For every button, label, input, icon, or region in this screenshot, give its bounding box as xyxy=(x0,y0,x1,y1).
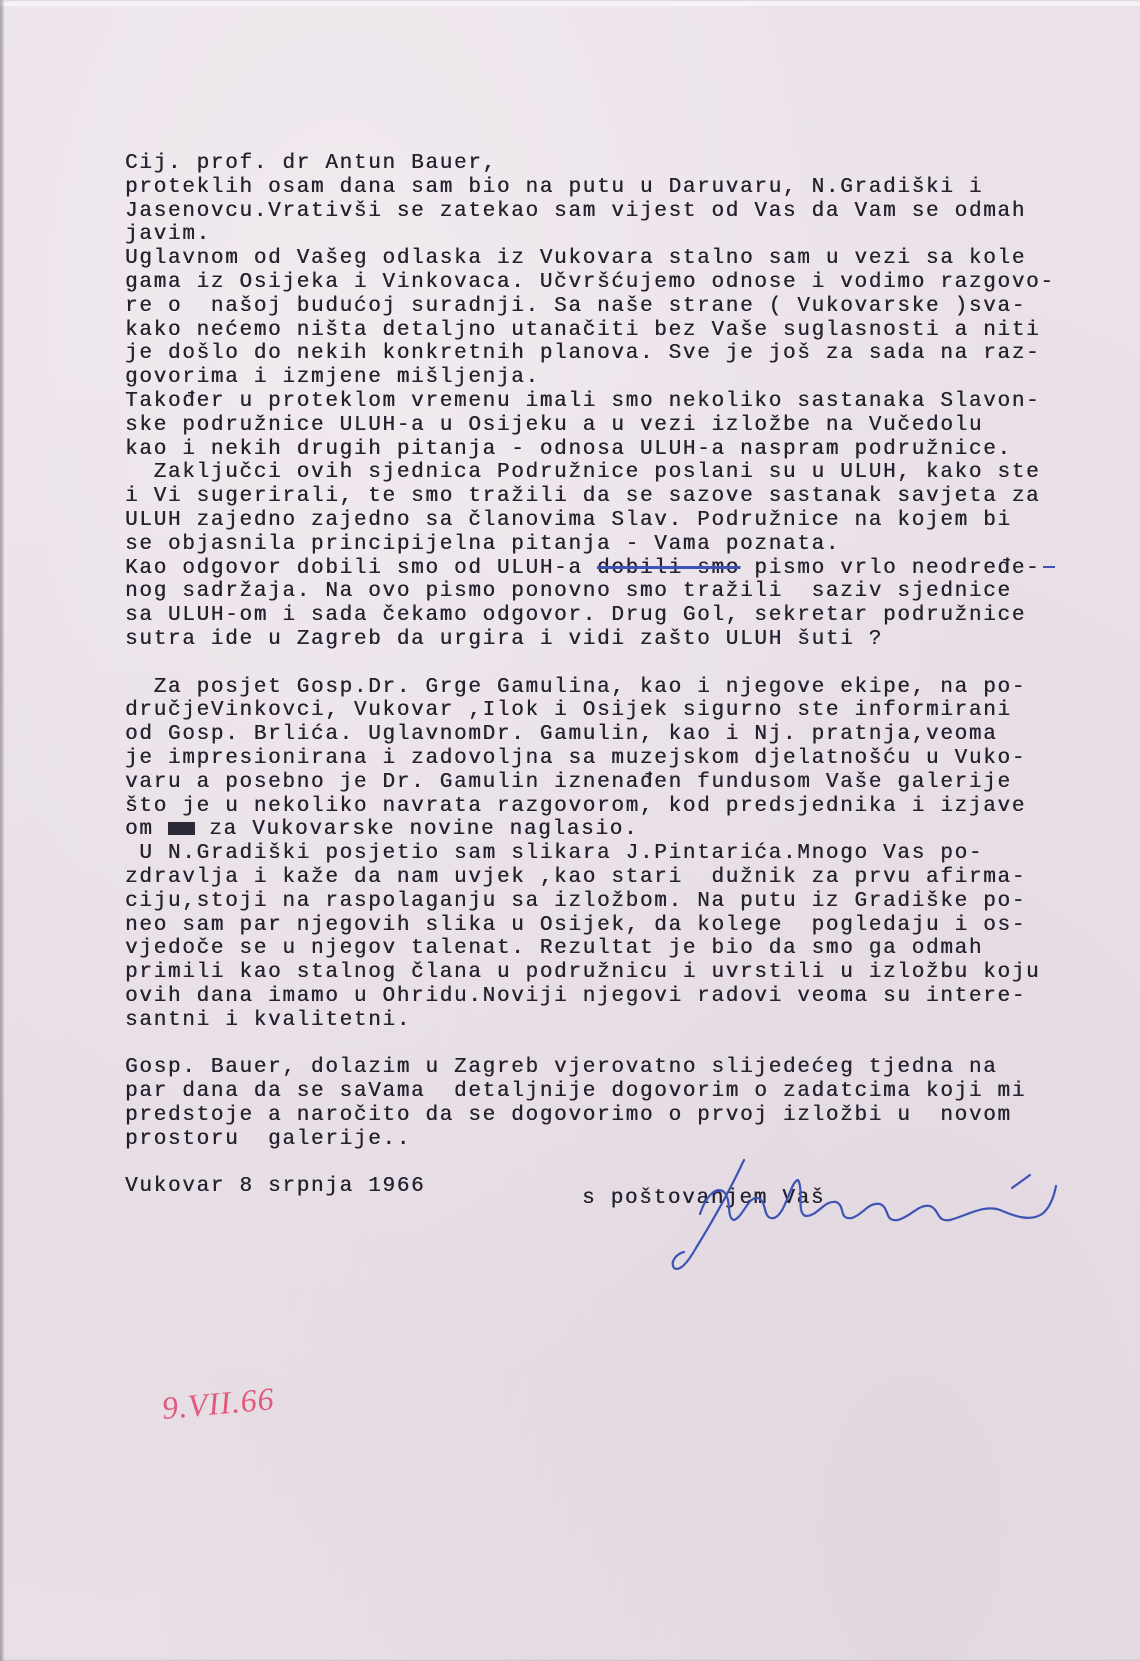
text-line: predstoje a naročito da se dogovorimo o prvoj izložbi u novom xyxy=(125,1103,1012,1127)
text-line: vjedoče se u njegov talenat. Rezultat je bio da smo ga odmah xyxy=(125,937,984,961)
text-line: sutra ide u Zagreb da urgira i vidi zašto ULUH šuti ? xyxy=(125,627,884,651)
text-line: se objasnila principijelna pitanja - Vama poznata. xyxy=(125,532,841,556)
text-line: santni i kvalitetni. xyxy=(125,1008,412,1032)
text-line: ciju,stoji na raspolaganju sa izložbom. Na putu iz Gradiške po- xyxy=(125,889,1027,913)
text-line: ske podružnice ULUH-a u Osijeku a u vezi izložbe na Vučedolu xyxy=(125,413,984,437)
blue-pen-mark xyxy=(1043,566,1055,568)
salutation: Cij. prof. dr Antun Bauer, xyxy=(125,152,497,175)
text-segment: Kao odgovor dobili smo od ULUH-a xyxy=(125,556,597,580)
paragraph-meetings xyxy=(125,390,1055,461)
text-line: dručjeVinkovci, Vukovar ,Ilok i Osijek sigurno ste informirani xyxy=(125,699,1012,723)
text-line: Zaključci ovih sjednica Podružnice poslani su u ULUH, kako ste xyxy=(153,461,1041,485)
text-line: što je u nekoliko navrata razgovorom, kod predsjednika i izjave xyxy=(125,794,1027,818)
text-line: kako nećemo ništa detaljno utanačiti bez Vaše suglasnosti a niti xyxy=(125,318,1041,342)
text-line: neo sam par njegovih slika u Osijek, da kolege pogledaju i os- xyxy=(125,913,1027,937)
text-line: prostoru galerije.. xyxy=(125,1127,412,1151)
paragraph-pintaric xyxy=(125,842,1055,1032)
text-line: proteklih osam dana sam bio na putu u Daruvaru, N.Gradiški i xyxy=(125,175,984,199)
text-line: od Gosp. Brlića. UglavnomDr. Gamulin, kao i Nj. pratnja,veoma xyxy=(125,723,998,747)
paragraph-travel xyxy=(125,176,1055,247)
text-line: sa ULUH-om i sada čekamo odgovor. Drug Gol, sekretar podružnice xyxy=(125,604,1027,628)
text-line: i Vi sugerirali, te smo tražili da se sazove sastanak savjeta za xyxy=(125,485,1041,509)
blank-line xyxy=(125,652,1055,676)
text-line: varu a posebno je Dr. Gamulin iznenađen fundusom Vaše galerije xyxy=(125,770,1012,794)
overtyped-blot xyxy=(168,822,195,835)
text-line: Jasenovcu.Vrativši se zatekao sam vijest od Vas da Vam se odmah xyxy=(125,199,1027,223)
place-and-date: Vukovar 8 srpnja 1966 xyxy=(125,1175,426,1198)
text-line: nog sadržaja. Na ovo pismo ponovno smo tražili saziv sjednice xyxy=(125,580,1012,604)
paragraph-gamulin-visit xyxy=(125,676,1055,843)
text-line: re o našoj budućoj suradnji. Sa naše strane ( Vukovarske )sva- xyxy=(125,294,1027,318)
text-line-with-correction xyxy=(125,557,1055,581)
text-line: ULUH zajedno zajedno sa članovima Slav. Podružnice na kojem bi xyxy=(125,508,1012,532)
text-line: Gosp. Bauer, dolazim u Zagreb vjerovatno slijedećeg tjedna na xyxy=(125,1056,998,1080)
letter-body xyxy=(125,152,1055,1151)
blank-line xyxy=(125,1032,1055,1056)
text-line-with-overtype xyxy=(125,818,1055,842)
struck-text: dobili smo xyxy=(596,556,740,580)
text-line: Također u proteklom vremenu imali smo nekoliko sastanaka Slavon- xyxy=(125,389,1041,413)
text-line: gama iz Osijeka i Vinkovaca. Učvršćujemo odnose i vodimo razgovo- xyxy=(125,270,1055,294)
text-line: par dana da se saVama detaljnije dogovorim o zadatcima koji mi xyxy=(125,1080,1027,1104)
text-segment: za Vukovarske novine naglasio. xyxy=(194,818,639,842)
signature-accent-stroke xyxy=(1012,1175,1030,1188)
text-line: Za posjet Gosp.Dr. Grge Gamulina, kao i njegove ekipe, na po- xyxy=(153,675,1027,699)
handwritten-date-note: 9.VII.66 xyxy=(160,1380,276,1426)
paragraph-zagreb-visit xyxy=(125,1056,1055,1151)
text-segment: om xyxy=(125,818,168,842)
text-line: Uglavnom od Vašeg odlaska iz Vukovara stalno sam u vezi sa kole xyxy=(125,247,1027,271)
text-segment: pismo vrlo neodređe- xyxy=(740,556,1041,580)
signature-initial-stroke xyxy=(673,1160,744,1269)
handwritten-signature xyxy=(673,1160,1056,1269)
text-line: zdravlja i kaže da nam uvjek ,kao stari dužnik za prvu afirma- xyxy=(125,865,1027,889)
closing-phrase: s poštovanjem Vaš xyxy=(582,1187,826,1210)
paragraph-conclusions xyxy=(125,461,1055,651)
text-line: ovih dana imamo u Ohridu.Noviji njegovi radovi veoma su intere- xyxy=(125,984,1027,1008)
paragraph-colleagues xyxy=(125,247,1055,390)
text-line: U N.Gradiški posjetio sam slikara J.Pintarića.Mnogo Vas po- xyxy=(139,842,984,866)
text-line: javim. xyxy=(125,223,211,247)
text-line: primili kao stalnog člana u podružnicu i uvrstili u izložbu koju xyxy=(125,961,1041,985)
text-line: kao i nekih drugih pitanja - odnosa ULUH-a naspram podružnice. xyxy=(125,437,1012,461)
text-line: je došlo do nekih konkretnih planova. Sve je još za sada na raz- xyxy=(125,342,1041,366)
text-line: je impresionirana i zadovoljna sa muzejskom djelatnošću u Vuko- xyxy=(125,746,1027,770)
text-line: govorima i izmjene mišljenja. xyxy=(125,366,540,390)
